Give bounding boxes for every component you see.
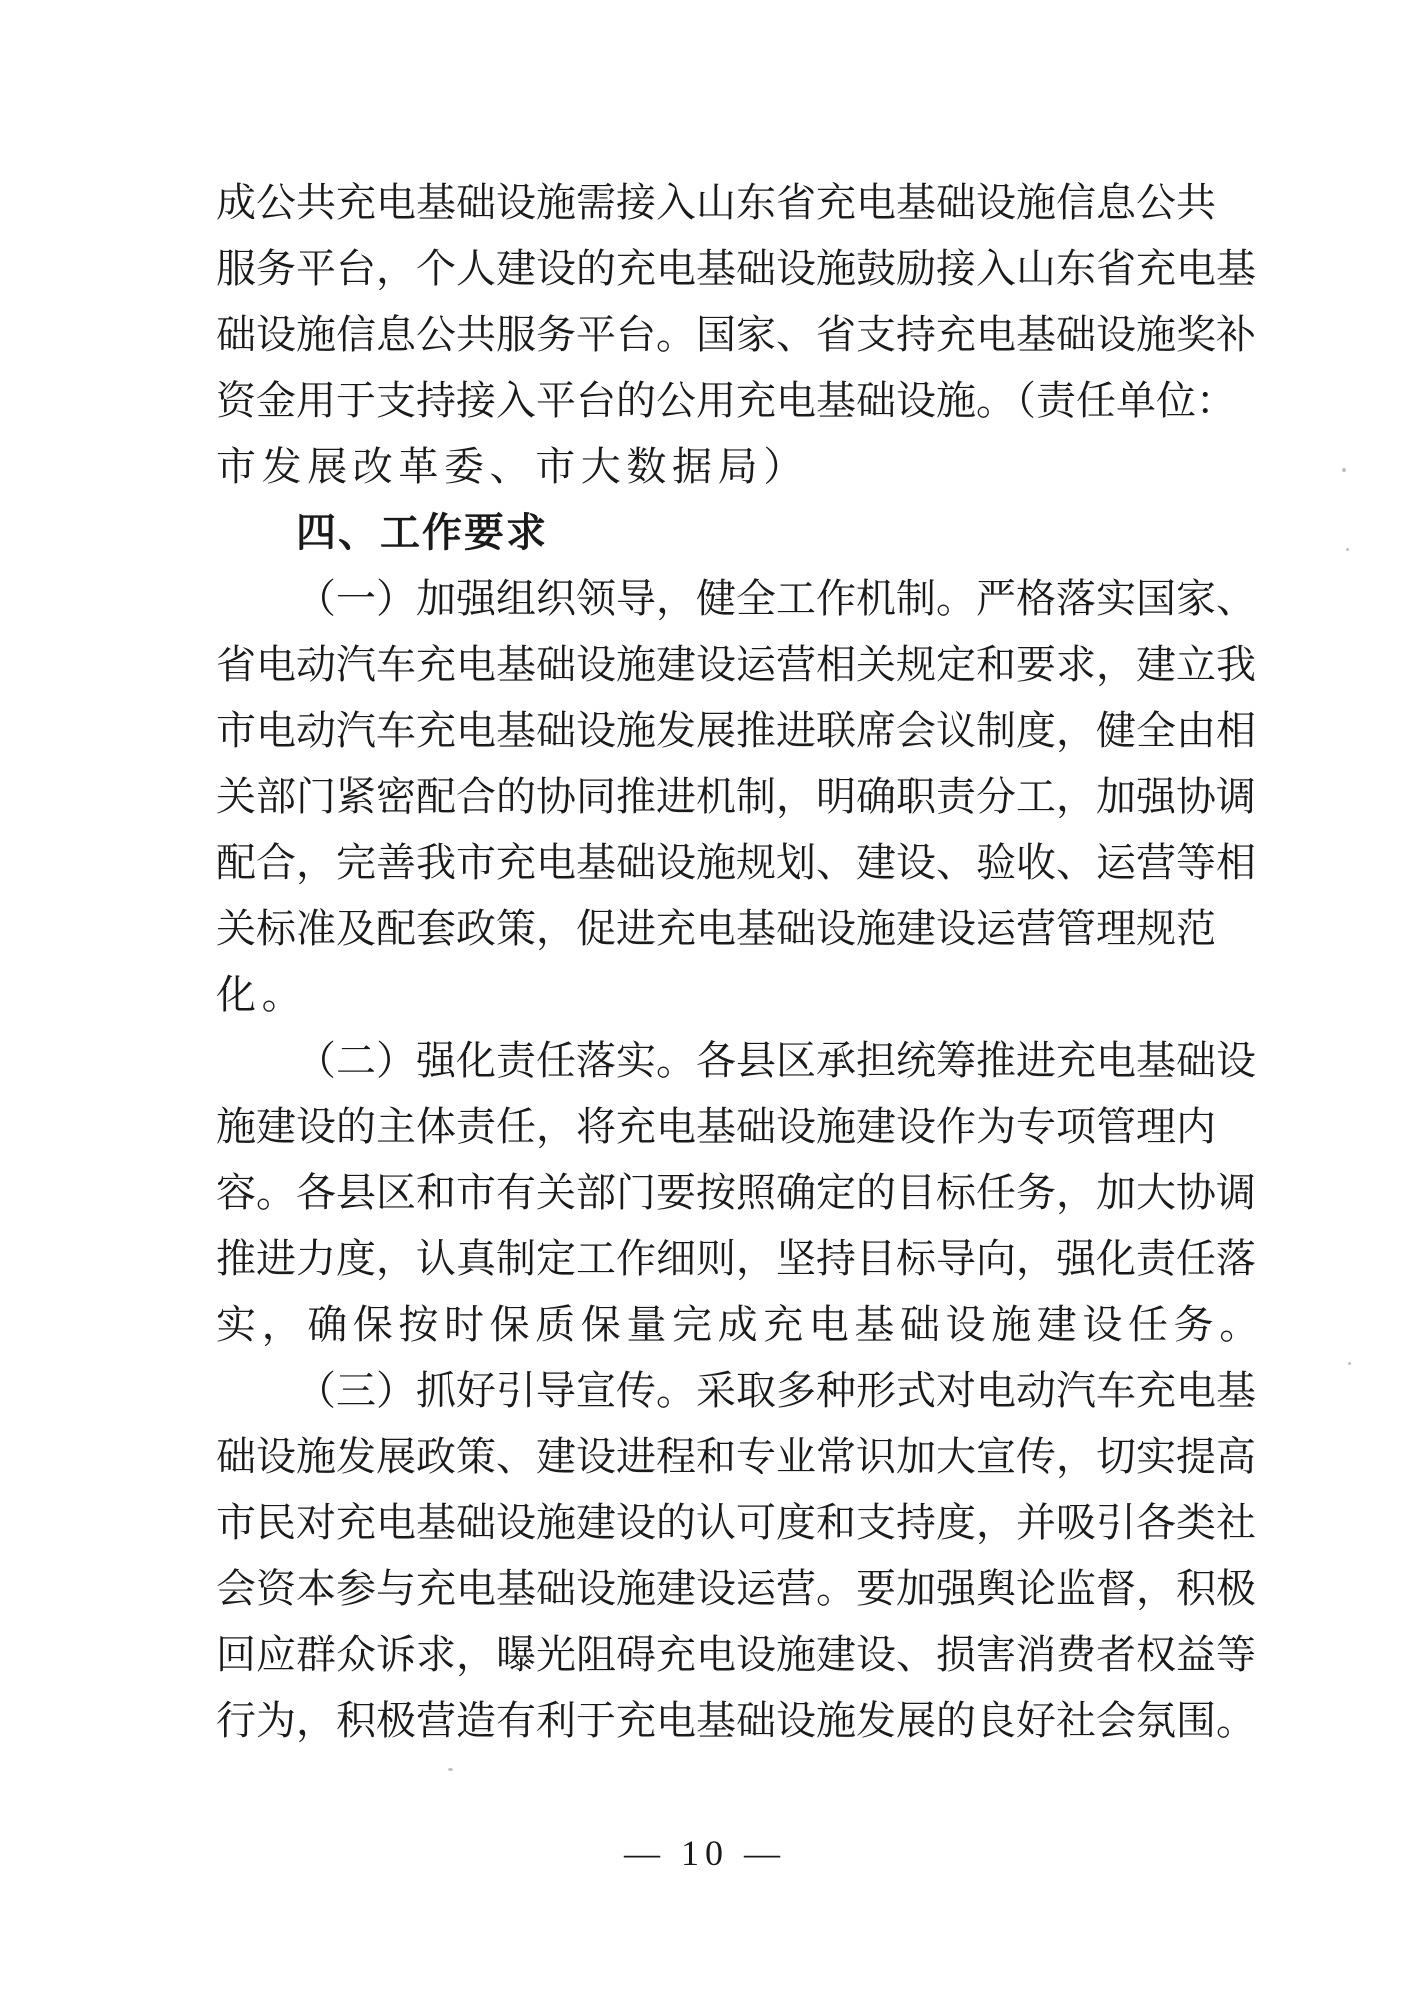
- paragraph-2-line-6: 关标准及配套政策，促进充电基础设施建设运营管理规范: [216, 906, 1216, 952]
- paragraph-1-line-3: 础设施信息公共服务平台。国家、省支持充电基础设施奖补: [216, 312, 1256, 358]
- paragraph-4-line-3: 市民对充电基础设施建设的认可度和支持度，并吸引各类社: [216, 1500, 1256, 1546]
- paragraph-1-line-1: 成公共充电基础设施需接入山东省充电基础设施信息公共: [216, 180, 1216, 226]
- paragraph-1-line-5: 市发展改革委、市大数据局）: [216, 444, 809, 490]
- paragraph-4-line-2: 础设施发展政策、建设进程和专业常识加大宣传，切实提高: [216, 1434, 1256, 1480]
- paragraph-2-line-2: 省电动汽车充电基础设施建设运营相关规定和要求，建立我: [216, 642, 1256, 688]
- paragraph-2-line-5: 配合，完善我市充电基础设施规划、建设、验收、运营等相: [216, 840, 1256, 886]
- paragraph-3-line-3: 容。各县区和市有关部门要按照确定的目标任务，加大协调: [216, 1170, 1256, 1216]
- paragraph-2-line-1: （一）加强组织领导，健全工作机制。严格落实国家、: [296, 576, 1256, 622]
- paragraph-2-line-3: 市电动汽车充电基础设施发展推进联席会议制度，健全由相: [216, 708, 1256, 754]
- scan-speck: [1342, 468, 1346, 472]
- section-heading: 四、工作要求: [296, 510, 548, 556]
- scan-speck: [448, 1768, 453, 1771]
- paragraph-4-line-4: 会资本参与充电基础设施建设运营。要加强舆论监督，积极: [216, 1566, 1256, 1612]
- paragraph-4-line-1: （三）抓好引导宣传。采取多种形式对电动汽车充电基: [296, 1368, 1256, 1414]
- paragraph-3-line-1: （二）强化责任落实。各县区承担统筹推进充电基础设: [296, 1038, 1256, 1084]
- paragraph-2-line-7: 化。: [216, 972, 308, 1018]
- page-number: — 10 —: [624, 1833, 786, 1873]
- paragraph-3-line-4: 推进力度，认真制定工作细则，坚持目标导向，强化责任落: [216, 1236, 1256, 1282]
- paragraph-3-line-5: 实，确保按时保质保量完成充电基础设施建设任务。: [216, 1302, 1265, 1348]
- scan-speck: [1348, 1362, 1351, 1365]
- paragraph-1-line-4: 资金用于支持接入平台的公用充电基础设施。（责任单位：: [216, 378, 1236, 424]
- paragraph-2-line-4: 关部门紧密配合的协同推进机制，明确职责分工，加强协调: [216, 774, 1256, 820]
- document-body: [216, 170, 1265, 1754]
- paragraph-4-line-6: 行为，积极营造有利于充电基础设施发展的良好社会氛围。: [216, 1698, 1256, 1744]
- paragraph-3-line-2: 施建设的主体责任，将充电基础设施建设作为专项管理内: [216, 1104, 1216, 1150]
- paragraph-4-line-5: 回应群众诉求，曝光阻碍充电设施建设、损害消费者权益等: [216, 1632, 1256, 1678]
- paragraph-1-line-2: 服务平台，个人建设的充电基础设施鼓励接入山东省充电基: [216, 246, 1256, 292]
- scan-speck: [1346, 548, 1349, 551]
